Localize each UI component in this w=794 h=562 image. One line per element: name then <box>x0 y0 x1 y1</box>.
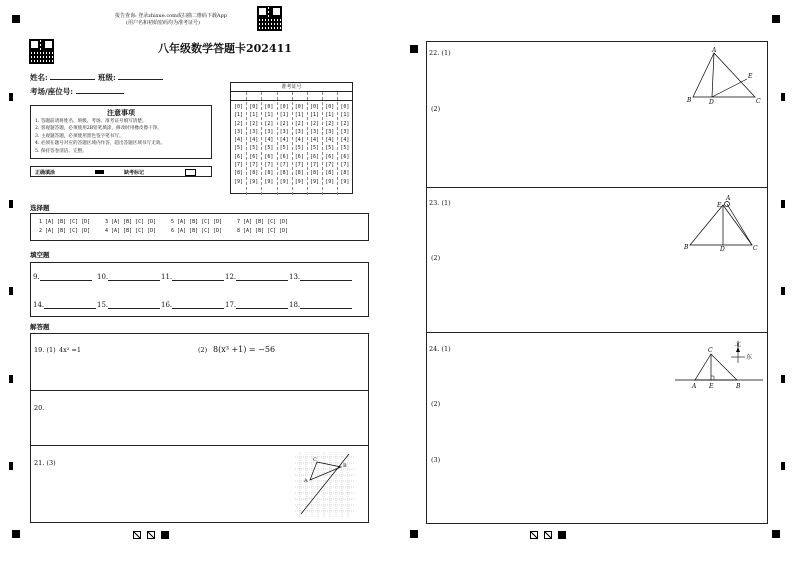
q19-eq1: 4x² =1 <box>59 346 82 354</box>
solve-heading: 解答题 <box>30 323 50 331</box>
corner-mark <box>12 15 20 23</box>
q19-eq2: 8(x³ +1) = −56 <box>213 345 276 354</box>
exam-id-bubble[interactable]: [9] <box>294 178 304 185</box>
exam-id-bubble[interactable]: [6] <box>325 153 335 160</box>
room-label: 考场/座位号: <box>30 87 74 96</box>
top-mark <box>410 45 418 53</box>
exam-id-column[interactable] <box>325 103 334 186</box>
q19-box[interactable] <box>30 333 369 391</box>
timing-mark <box>9 287 13 295</box>
q24-label-e: E <box>709 383 714 390</box>
exam-id-bubble[interactable]: [4] <box>325 137 335 144</box>
fill-blank-number: 12. <box>225 273 237 281</box>
exam-id-column[interactable] <box>310 103 319 186</box>
notice-item: 5. 保持答卷清洁、完整。 <box>35 148 87 154</box>
exam-id-bubble[interactable]: [1] <box>249 112 259 119</box>
fill-blank[interactable] <box>289 272 352 281</box>
exam-id-bubble[interactable]: [8] <box>310 170 320 177</box>
q24-north-label: 北 <box>735 341 742 348</box>
timing-mark <box>781 287 785 295</box>
exam-id-bubble[interactable]: [2] <box>325 120 335 127</box>
exam-id-bubble[interactable]: [9] <box>340 178 350 185</box>
exam-id-bubble[interactable]: [3] <box>340 128 350 135</box>
exam-id-bubble[interactable]: [1] <box>310 112 320 119</box>
name-label: 姓名: <box>30 73 48 82</box>
exam-id-bubble[interactable]: [0] <box>234 104 244 110</box>
qr-code-left <box>29 39 54 64</box>
timing-mark <box>9 375 13 383</box>
exam-id-bubble[interactable]: [2] <box>279 120 289 127</box>
fill-blank-number: 14. <box>33 301 45 309</box>
exam-id-bubble[interactable]: [8] <box>234 170 244 177</box>
q21-box[interactable] <box>30 445 369 523</box>
fill-blank-line[interactable] <box>108 272 160 281</box>
q24-part2: (2) <box>431 400 441 408</box>
choice-item[interactable]: 1 [A] [B] [C] [D] <box>39 219 91 225</box>
q23-part2: (2) <box>431 254 441 262</box>
exam-id-bubble[interactable]: [2] <box>249 120 259 127</box>
q24-figure <box>673 337 765 391</box>
exam-id-bubble[interactable]: [4] <box>310 137 320 144</box>
exam-id-bubble[interactable]: [5] <box>294 145 304 152</box>
q24-label-b: B <box>736 383 741 390</box>
choice-item[interactable]: 6 [A] [B] [C] [D] <box>171 228 223 234</box>
exam-id-bubble[interactable]: [8] <box>294 170 304 177</box>
q24-label-a: A <box>692 383 697 390</box>
q21-label-b: B <box>343 463 347 469</box>
qr-code-top <box>257 6 282 31</box>
exam-id-divider <box>246 92 247 195</box>
exam-id-bubble[interactable]: [0] <box>325 104 335 110</box>
exam-id-bubble[interactable]: [2] <box>310 120 320 127</box>
fill-box <box>30 262 369 317</box>
exam-id-bubble[interactable]: [8] <box>325 170 335 177</box>
exam-id-bubble[interactable]: [9] <box>234 178 244 185</box>
exam-id-bubble[interactable]: [4] <box>294 137 304 144</box>
page-marker-square <box>558 531 566 539</box>
absent-mark-box[interactable] <box>185 169 196 176</box>
notice-title: 注意事项 <box>107 108 135 117</box>
notice-box <box>30 105 212 159</box>
exam-id-bubble[interactable]: [9] <box>325 178 335 185</box>
exam-id-bubble[interactable]: [5] <box>310 145 320 152</box>
fill-blank-number: 18. <box>289 301 301 309</box>
fill-blank-number: 15. <box>97 301 109 309</box>
exam-id-bubble[interactable]: [6] <box>294 153 304 160</box>
q24-box[interactable] <box>426 332 768 524</box>
exam-id-bubble[interactable]: [5] <box>340 145 350 152</box>
q19-part2: (2) <box>198 346 208 354</box>
exam-id-bubble[interactable]: [9] <box>310 178 320 185</box>
exam-id-bubble[interactable]: [7] <box>310 162 320 169</box>
correct-fill-label: 正确填涂 <box>35 170 56 176</box>
q21-grid-figure <box>295 452 355 517</box>
timing-mark <box>781 462 785 470</box>
exam-id-column[interactable] <box>280 103 289 186</box>
page-marker-diag <box>147 531 155 539</box>
fill-blank[interactable] <box>225 272 288 281</box>
exam-id-bubble[interactable]: [9] <box>264 178 274 185</box>
corner-mark <box>12 530 20 538</box>
exam-id-bubble[interactable]: [3] <box>279 128 289 135</box>
exam-id-column[interactable] <box>249 103 258 186</box>
exam-id-bubble[interactable]: [3] <box>264 128 274 135</box>
q23-figure <box>682 194 764 252</box>
fill-blank-line[interactable] <box>172 272 224 281</box>
exam-id-bubble[interactable]: [4] <box>264 137 274 144</box>
fill-blank-number: 17. <box>225 301 237 309</box>
fill-blank-number: 9. <box>33 273 40 281</box>
report-line: 报告查询: 登录zhixue.com或扫描二维码下载App <box>115 13 227 19</box>
exam-id-divider <box>292 92 293 195</box>
fill-blank-line[interactable] <box>300 300 352 309</box>
q22-label-b: B <box>687 97 692 104</box>
fill-blank-number: 13. <box>289 273 301 281</box>
q20-label: 20. <box>34 404 45 412</box>
correct-fill-sample <box>95 170 104 174</box>
exam-id-title: 准考证号 <box>231 83 352 92</box>
fill-blank[interactable] <box>33 272 92 281</box>
exam-id-bubble[interactable]: [7] <box>325 162 335 169</box>
exam-id-bubble[interactable]: [6] <box>279 153 289 160</box>
exam-id-bubble[interactable]: [6] <box>310 153 320 160</box>
exam-id-column[interactable] <box>340 103 349 186</box>
absent-mark-label: 缺考标记 <box>124 170 145 176</box>
fill-blank[interactable] <box>97 272 160 281</box>
exam-id-bubble[interactable]: [1] <box>294 112 304 119</box>
exam-id-bubble[interactable]: [1] <box>325 112 335 119</box>
exam-id-bubble[interactable]: [2] <box>294 120 304 127</box>
q22-figure <box>685 47 765 105</box>
exam-id-column[interactable] <box>264 103 273 186</box>
page-marker-diag <box>544 531 552 539</box>
q22-label: 22. (1) <box>429 49 451 57</box>
fill-blank-number: 11. <box>161 273 173 281</box>
exam-id-bubble[interactable]: [5] <box>279 145 289 152</box>
exam-id-bubble[interactable]: [1] <box>279 112 289 119</box>
q19-label: 19. (1) <box>34 346 56 354</box>
exam-id-bubble[interactable]: [0] <box>294 104 304 110</box>
exam-id-bubble[interactable]: [9] <box>249 178 259 185</box>
q23-label-c: C <box>753 245 758 252</box>
exam-id-bubble[interactable]: [9] <box>279 178 289 185</box>
choice-item[interactable]: 3 [A] [B] [C] [D] <box>105 219 157 225</box>
q22-label-a: A <box>712 47 717 54</box>
exam-id-bubble[interactable]: [5] <box>249 145 259 152</box>
page-marker-diag <box>133 531 141 539</box>
q21-label-c: C <box>313 457 317 463</box>
timing-mark <box>9 462 13 470</box>
timing-mark <box>781 93 785 101</box>
exam-id-bubble[interactable]: [3] <box>234 128 244 135</box>
room-field[interactable] <box>76 86 124 94</box>
exam-id-column[interactable] <box>295 103 304 186</box>
fill-blank[interactable] <box>161 272 224 281</box>
exam-id-divider <box>261 92 262 195</box>
fill-blank[interactable] <box>97 300 160 309</box>
choice-item[interactable]: 8 [A] [B] [C] [D] <box>237 228 289 234</box>
fill-blank[interactable] <box>33 300 96 309</box>
fill-blank-line[interactable] <box>40 272 92 281</box>
fill-blank-line[interactable] <box>44 300 96 309</box>
exam-id-bubble[interactable]: [7] <box>294 162 304 169</box>
fill-heading: 填空题 <box>30 251 50 259</box>
q22-part2: (2) <box>431 105 441 113</box>
exam-id-box <box>230 82 353 194</box>
timing-mark <box>9 200 13 208</box>
exam-id-bubble[interactable]: [6] <box>234 153 244 160</box>
page-title: 八年级数学答题卡202411 <box>158 42 292 55</box>
fill-blank-line[interactable] <box>172 300 224 309</box>
exam-id-bubble[interactable]: [0] <box>279 104 289 110</box>
exam-id-bubble[interactable]: [5] <box>264 145 274 152</box>
exam-id-bubble[interactable]: [1] <box>234 112 244 119</box>
q22-label-d: D <box>709 99 714 105</box>
page-marker-square <box>161 531 169 539</box>
notice-list <box>31 118 211 155</box>
exam-id-bubble[interactable]: [8] <box>279 170 289 177</box>
exam-id-bubble[interactable]: [5] <box>234 145 244 152</box>
exam-id-bubble[interactable]: [2] <box>340 120 350 127</box>
q23-box[interactable] <box>426 187 768 333</box>
notice-item: 3. 主观题答题，必须使用黑色签字笔书写。 <box>35 133 124 139</box>
fill-sample-box <box>30 166 212 177</box>
choice-heading: 选择题 <box>30 204 50 212</box>
notice-item: 4. 必须在题号对应的答题区域内作答，超出答题区域书写无效。 <box>35 141 165 147</box>
exam-id-bubble[interactable]: [1] <box>264 112 274 119</box>
notice-item: 2. 客观题答题，必须使用2B铅笔填涂，修改时用橡皮擦干净。 <box>35 126 162 132</box>
exam-id-bubble[interactable]: [0] <box>340 104 350 110</box>
exam-id-bubble[interactable]: [1] <box>340 112 350 119</box>
exam-id-column[interactable] <box>234 103 243 186</box>
exam-id-bubble[interactable]: [0] <box>264 104 274 110</box>
fill-blank-line[interactable] <box>236 300 288 309</box>
q24-part3: (3) <box>431 456 441 464</box>
fill-blank-number: 10. <box>97 273 109 281</box>
exam-id-bubble[interactable]: [8] <box>340 170 350 177</box>
exam-id-divider <box>307 92 308 195</box>
q22-box[interactable] <box>426 41 768 188</box>
choice-item[interactable]: 7 [A] [B] [C] [D] <box>237 219 289 225</box>
exam-id-divider <box>337 92 338 195</box>
exam-id-bubble[interactable]: [7] <box>234 162 244 169</box>
page-marker-diag <box>530 531 538 539</box>
exam-id-bubble[interactable]: [6] <box>340 153 350 160</box>
timing-mark <box>781 375 785 383</box>
exam-id-bubble[interactable]: [2] <box>234 120 244 127</box>
exam-id-bubble[interactable]: [7] <box>340 162 350 169</box>
exam-id-grid[interactable] <box>231 101 352 195</box>
q20-box[interactable] <box>30 390 369 446</box>
q23-label-d: D <box>720 246 725 252</box>
notice-item: 1. 答题前请将姓名、班级、考场、准考证号填写清楚。 <box>35 119 147 124</box>
choice-item[interactable]: 2 [A] [B] [C] [D] <box>39 228 91 234</box>
exam-id-bubble[interactable]: [3] <box>294 128 304 135</box>
exam-id-bubble[interactable]: [4] <box>249 137 259 144</box>
exam-id-bubble[interactable]: [7] <box>264 162 274 169</box>
fill-blank-line[interactable] <box>236 272 288 281</box>
q21-label: 21. (3) <box>34 459 56 467</box>
exam-id-bubble[interactable]: [4] <box>340 137 350 144</box>
exam-id-bubble[interactable]: [8] <box>264 170 274 177</box>
exam-id-divider <box>322 92 323 195</box>
q23-label: 23. (1) <box>429 199 451 207</box>
fill-blank[interactable] <box>161 300 224 309</box>
exam-id-bubble[interactable]: [7] <box>249 162 259 169</box>
q24-label-c: C <box>708 347 713 354</box>
q24-east-label: 东 <box>746 354 753 361</box>
report-sub: (用户名和初始密码均为准考证号) <box>126 20 200 26</box>
exam-id-bubble[interactable]: [3] <box>249 128 259 135</box>
exam-id-bubble[interactable]: [6] <box>249 153 259 160</box>
exam-id-bubble[interactable]: [2] <box>264 120 274 127</box>
timing-mark <box>9 93 13 101</box>
q22-label-c: C <box>756 98 761 105</box>
class-label: 班级: <box>98 73 116 82</box>
exam-id-divider <box>277 92 278 195</box>
exam-id-bubble[interactable]: [5] <box>325 145 335 152</box>
choice-box <box>30 213 369 241</box>
choice-item[interactable]: 5 [A] [B] [C] [D] <box>171 219 223 225</box>
corner-mark <box>772 15 780 23</box>
name-row <box>30 72 163 83</box>
room-row <box>30 86 124 97</box>
fill-blank-line[interactable] <box>108 300 160 309</box>
exam-id-bubble[interactable]: [0] <box>249 104 259 110</box>
timing-mark <box>781 200 785 208</box>
exam-id-bubble[interactable]: [3] <box>310 128 320 135</box>
q23-label-b: B <box>684 244 689 251</box>
q23-label-e: E <box>717 202 722 209</box>
class-field[interactable] <box>118 72 163 80</box>
exam-id-bubble[interactable]: [7] <box>279 162 289 169</box>
fill-blank[interactable] <box>225 300 288 309</box>
exam-id-bubble[interactable]: [8] <box>249 170 259 177</box>
exam-id-bubble[interactable]: [4] <box>234 137 244 144</box>
top-mark <box>410 530 418 538</box>
fill-blank[interactable] <box>289 300 352 309</box>
exam-id-bubble[interactable]: [6] <box>264 153 274 160</box>
exam-id-bubble[interactable]: [0] <box>310 104 320 110</box>
fill-blank-number: 16. <box>161 301 173 309</box>
fill-blank-line[interactable] <box>300 272 352 281</box>
q22-label-e: E <box>748 73 753 80</box>
exam-id-bubble[interactable]: [4] <box>279 137 289 144</box>
q23-label-a: A <box>726 195 731 202</box>
q21-label-a: A <box>304 478 308 484</box>
corner-mark <box>772 530 780 538</box>
exam-id-bubble[interactable]: [3] <box>325 128 335 135</box>
name-field[interactable] <box>50 72 95 80</box>
choice-item[interactable]: 4 [A] [B] [C] [D] <box>105 228 157 234</box>
q24-label: 24. (1) <box>429 345 451 353</box>
